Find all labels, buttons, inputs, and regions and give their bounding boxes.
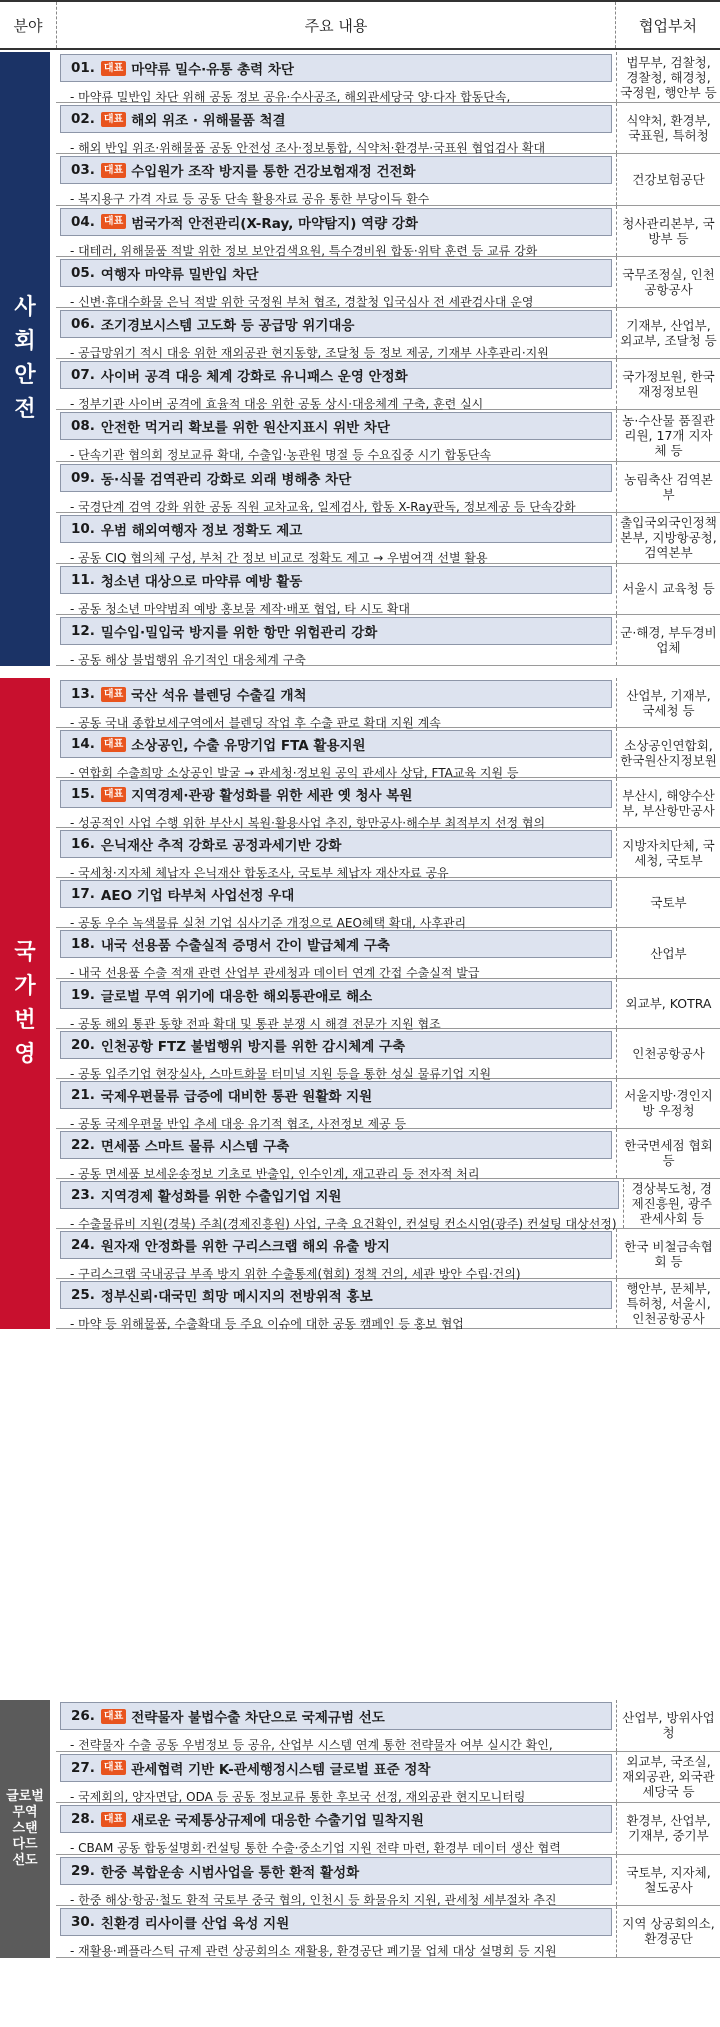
header-field: 분야 (13, 16, 43, 35)
collaborating-agencies: 산업부, 방위사업청 (616, 1700, 720, 1751)
item-detail: - 공동 국내 종합보세구역에서 블렌딩 작업 후 수출 판로 확대 지원 계속 (70, 716, 441, 730)
row-content (56, 615, 616, 668)
table-row (56, 1129, 720, 1179)
item-number: 09. (71, 469, 95, 486)
row-content (56, 1229, 616, 1282)
section-label-part: 스탠 (12, 1820, 38, 1836)
item-title-bar (60, 361, 612, 389)
collaborating-agencies: 산업부 (616, 928, 720, 977)
representative-badge: 대표 (101, 1709, 126, 1724)
section-1 (0, 52, 720, 666)
item-title-bar (60, 730, 612, 758)
table-row (56, 206, 720, 257)
item-title: 청소년 대상으로 마약류 예방 활동 (100, 573, 303, 590)
section-label (0, 678, 50, 1329)
section-label-part: 가 (14, 973, 36, 999)
representative-badge: 대표 (101, 214, 126, 229)
item-number: 15. (71, 786, 95, 803)
item-detail: - 국세청·지자체 체납자 은닉재산 합동조사, 국토부 체납자 재산자료 공유 (70, 866, 449, 881)
item-title-bar (60, 208, 612, 236)
row-content (56, 678, 616, 730)
row-content (56, 928, 616, 981)
item-number: 28. (71, 1811, 95, 1827)
collaborating-agencies: 농림축산 검역본부 (616, 462, 720, 512)
item-title-bar (60, 566, 612, 594)
item-title: 소상공인, 수출 유망기업 FTA 활용지원 (131, 738, 366, 755)
item-detail: - 마약 등 위해물품, 수출확대 등 주요 이슈에 대한 공동 캠페인 등 홍보 협업 (70, 1317, 464, 1332)
representative-badge: 대표 (101, 112, 126, 127)
table-row (56, 778, 720, 831)
item-title-bar (60, 617, 612, 645)
item-title-bar (60, 105, 612, 133)
item-title: 우범 해외여행자 정보 정확도 제고 (100, 522, 303, 539)
collaborating-agencies: 산업부, 기재부, 국세청 등 (616, 678, 720, 727)
collaborating-agencies: 외교부, KOTRA (616, 979, 720, 1028)
item-title: 원자재 안정화를 위한 구리스크랩 해외 유출 방지 (100, 1239, 390, 1256)
representative-badge: 대표 (101, 61, 126, 76)
row-content (56, 410, 616, 463)
representative-badge: 대표 (101, 687, 126, 702)
item-detail: - 국경단계 검역 강화 위한 공동 직원 교차교육, 일제검사, 합동 X-Ray판독, 정보제공 등 단속강화 (70, 499, 576, 514)
table-row (56, 564, 720, 615)
item-number: 17. (71, 886, 95, 903)
item-title-bar (60, 1805, 612, 1833)
collaborating-agencies: 기재부, 산업부, 외교부, 조달청 등 (616, 308, 720, 358)
header-content: 주요 내용 (56, 2, 616, 48)
row-content (56, 878, 616, 931)
item-number: 29. (71, 1862, 95, 1879)
item-title-bar (60, 1231, 612, 1259)
section-label-part: 회 (14, 329, 36, 355)
item-detail: - 신변·휴대수화물 은닉 적발 위한 국정원 부처 협조, 경찰청 입국심사 전 세관검사대 운영 (70, 294, 534, 309)
item-title: 마약류 밀수·유통 총력 차단 (131, 62, 294, 78)
representative-badge: 대표 (101, 1760, 126, 1775)
collaborating-agencies: 농·수산물 품질관리원, 17개 지자체 등 (616, 410, 720, 460)
row-content (56, 52, 616, 102)
collaborating-agencies: 한국 비철금속협회 등 (616, 1229, 720, 1278)
item-title-bar (60, 1031, 612, 1059)
item-detail: - 연합회 수출희망 소상공인 발굴 → 관세청·정보원 공익 관세사 상담, FTA교육 지원 등 (70, 766, 519, 781)
item-detail: - 수출물류비 지원(경북) 주최(경제진흥원) 사업, 구축 요건확인, 컨설팅 컨소시엄(광주) 컨설팅 대상선정) (70, 1216, 617, 1231)
item-number: 03. (71, 162, 95, 179)
collaborating-agencies: 환경부, 산업부, 기재부, 중기부 (616, 1803, 720, 1854)
table-row (56, 257, 720, 308)
item-title: 친환경 리사이클 산업 육성 지원 (100, 1916, 290, 1932)
item-title-bar (60, 930, 612, 958)
table-row (56, 1029, 720, 1079)
table-row (56, 513, 720, 564)
row-content (56, 1803, 616, 1854)
item-title: AEO 기업 타부처 사업선정 우대 (100, 888, 295, 905)
table-row (56, 615, 720, 666)
row-content (56, 257, 616, 307)
row-content (56, 1029, 616, 1081)
row-content (56, 103, 616, 156)
item-detail: - 한중 해상·항공·철도 환적 국토부 중국 협의, 인천시 등 화물유치 지원, 관세청 세부절차 추진 (70, 1892, 557, 1907)
collaborating-agencies: 외교부, 국조실, 재외공관, 외국관세당국 등 (616, 1752, 720, 1803)
item-detail: - 해외 반입 위조·위해물품 공동 안전성 조사·정보통합, 식약처·환경부·국표원 협업검사 확대 (70, 141, 546, 156)
row-content (56, 513, 616, 563)
item-number: 04. (71, 213, 95, 230)
row-content (56, 979, 616, 1031)
collaborating-agencies: 국가정보원, 한국재정정보원 (616, 359, 720, 409)
collaborating-agencies: 군·해경, 부두경비업체 (616, 615, 720, 665)
item-detail: - 공동 면세품 보세운송정보 기초로 반출입, 인수인계, 재고관리 등 전자적 처리 (70, 1166, 480, 1181)
section-label (0, 1700, 50, 1958)
item-title-bar (60, 780, 612, 808)
header-dept: 협업부처 (639, 16, 697, 35)
item-title: 수입원가 조작 방지를 통한 건강보험재정 건전화 (131, 164, 416, 181)
collaborating-agencies: 법무부, 검찰청, 경찰청, 해경청, 국정원, 행안부 등 (616, 52, 720, 102)
collaborating-agencies: 행안부, 문체부, 특허청, 서울시, 인천공항공사 (616, 1279, 720, 1328)
row-content (56, 154, 616, 207)
item-detail: - 재활용·폐플라스틱 규제 관련 상공회의소 재활용, 환경공단 폐기물 업체 대상 설명회 등 지원 (70, 1944, 557, 1958)
collaborating-agencies: 건강보험공단 (616, 154, 720, 204)
table-row (56, 878, 720, 931)
item-title-bar (60, 1281, 612, 1309)
item-number: 10. (71, 520, 95, 537)
item-detail: - 공동 해상 불법행위 유기적인 대응체계 구축 (70, 653, 306, 668)
table-row (56, 979, 720, 1029)
row-content (56, 1906, 616, 1957)
collaborating-agencies: 서울시 교육청 등 (616, 564, 720, 614)
item-title-bar (60, 515, 612, 543)
item-number: 12. (71, 623, 95, 640)
item-title-bar (60, 54, 612, 82)
item-detail: - 성공적인 사업 수행 위한 부산시 복원·활용사업 추진, 항만공사·해수부 최적부지 선정 협의 (70, 816, 546, 831)
row-content (56, 308, 616, 358)
item-number: 22. (71, 1136, 95, 1153)
item-title-bar (60, 1754, 612, 1782)
item-title: 국산 석유 블렌딩 수출길 개척 (131, 688, 307, 704)
collaborating-agencies: 경상북도청, 경제진흥원, 광주관세사회 등 (623, 1179, 720, 1228)
collaborating-agencies: 한국면세점 협회 등 (616, 1129, 720, 1178)
collaborating-agencies: 서울지방·경인지방 우정청 (616, 1079, 720, 1128)
item-title: 사이버 공격 대응 체계 강화로 유니패스 운영 안정화 (100, 369, 408, 386)
item-number: 20. (71, 1036, 95, 1053)
table-row (56, 308, 720, 359)
item-title: 정부신뢰·대국민 희망 메시지의 전방위적 홍보 (100, 1289, 373, 1306)
item-detail: - 전략물자 수출 공동 우범정보 등 공유, 산업부 시스템 연계 통한 전략물자 여부 실시간 확인, (70, 1738, 553, 1752)
item-title-bar (60, 1908, 612, 1936)
row-content (56, 359, 616, 412)
row-content (56, 1700, 616, 1751)
representative-badge: 대표 (101, 1812, 126, 1827)
item-title: 범국가적 안전관리(X-Ray, 마약탐지) 역량 강화 (131, 215, 418, 232)
item-detail: - 단속기관 협의회 정보교류 확대, 수출입·농관원 명절 등 수요집중 시기 합동단속 (70, 448, 492, 463)
table-row (56, 1906, 720, 1958)
item-title-bar (60, 830, 612, 858)
item-detail: - 공동 CIQ 협의체 구성, 부처 간 정보 비교로 정확도 제고 → 우범여객 선별 활용 (70, 550, 488, 565)
item-number: 07. (71, 367, 95, 384)
item-number: 02. (71, 111, 95, 128)
item-title: 새로운 국제통상규제에 대응한 수출기업 밀착지원 (131, 1813, 424, 1829)
collaborating-agencies: 식약처, 환경부, 국표원, 특허청 (616, 103, 720, 153)
item-number: 27. (71, 1759, 95, 1776)
row-content (56, 828, 616, 881)
representative-badge: 대표 (101, 163, 126, 178)
item-title-bar (60, 1131, 612, 1159)
item-detail: - 국제회의, 양자면담, ODA 등 공동 정보교류 통한 후보국 선정, 재외공관 현지모니터링 (70, 1789, 526, 1804)
table-row (56, 1179, 720, 1229)
item-number: 30. (71, 1914, 95, 1930)
table-row (56, 103, 720, 154)
table-row (56, 1855, 720, 1907)
item-detail: - 공동 입주기업 현장실사, 스마트화물 터미널 지원 등을 통한 성실 물류기업 지원 (70, 1066, 492, 1081)
table-row (56, 1752, 720, 1804)
item-title-bar (60, 259, 612, 287)
item-title: 글로벌 무역 위기에 대응한 해외통관애로 해소 (100, 988, 373, 1005)
table-row (56, 1079, 720, 1129)
item-detail: - 공동 국제우편물 반입 추세 대응 유기적 협조, 사전정보 제공 등 (70, 1116, 407, 1131)
row-content (56, 564, 616, 614)
section-label-part: 다드 (12, 1836, 38, 1852)
section-label (0, 52, 50, 666)
item-title-bar (60, 1857, 612, 1885)
item-title: 밀수입·밀입국 방지를 위한 항만 위험관리 강화 (100, 625, 378, 642)
item-number: 19. (71, 986, 95, 1003)
section-label-part: 안 (14, 363, 36, 389)
table-header (0, 0, 720, 50)
item-title-bar (60, 310, 612, 338)
item-number: 06. (71, 315, 95, 332)
collaborating-agencies: 국토부, 지자체, 철도공사 (616, 1855, 720, 1906)
table-row (56, 1279, 720, 1332)
item-title-bar (60, 880, 612, 908)
item-title: 국제우편물류 급증에 대비한 통관 원활화 지원 (100, 1088, 373, 1105)
table-row (56, 154, 720, 205)
section-2 (0, 678, 720, 1332)
item-number: 24. (71, 1237, 95, 1254)
item-title-bar (60, 680, 612, 708)
collaborating-agencies: 부산시, 해양수산부, 부산항만공사 (616, 778, 720, 827)
item-number: 08. (71, 418, 95, 435)
section-label-part: 무역 (12, 1804, 38, 1820)
representative-badge: 대표 (101, 787, 126, 802)
item-title: 지역경제 활성화를 위한 수출입기업 지원 (100, 1188, 342, 1205)
collaborating-agencies: 지역 상공회의소, 환경공단 (616, 1906, 720, 1957)
item-title-bar (60, 412, 612, 440)
item-number: 05. (71, 264, 95, 281)
section-label-part: 영 (14, 1041, 36, 1067)
table-row (56, 1803, 720, 1855)
item-title: 은닉재산 추적 강화로 공정과세기반 강화 (100, 838, 342, 855)
item-detail: - 구리스크랩 국내공급 부족 방지 위한 수출통제(협회) 정책 건의, 세관 방안 수립·건의) (70, 1267, 521, 1282)
row-content (56, 1752, 616, 1803)
item-title: 한중 복합운송 시범사업을 통한 환적 활성화 (100, 1864, 360, 1881)
section-label-part: 사 (14, 295, 36, 321)
representative-badge: 대표 (101, 737, 126, 752)
item-number: 16. (71, 836, 95, 853)
row-content (56, 462, 616, 512)
item-title: 관세협력 기반 K-관세행정시스템 글로벌 표준 정착 (131, 1761, 431, 1778)
item-title: 안전한 먹거리 확보를 위한 원산지표시 위반 차단 (100, 420, 390, 437)
item-number: 11. (71, 571, 95, 588)
collaborating-agencies: 출입국외국인정책본부, 지방항공청, 검역본부 (616, 513, 720, 563)
item-number: 23. (71, 1186, 95, 1203)
item-detail: - 공급망위기 적시 대응 위한 재외공관 현지동향, 조달청 등 정보 제공, 기재부 사후관리·지원 (70, 345, 549, 360)
item-detail: - 마약류 밀반입 차단 위해 공동 정보 공유·수사공조, 해외관세당국 양·다자 합동단속, (70, 90, 511, 104)
table-row (56, 728, 720, 781)
row-content (56, 728, 616, 781)
row-content (56, 1855, 616, 1906)
item-title: 내국 선용품 수출실적 증명서 간이 발급체계 구축 (100, 938, 390, 955)
item-number: 18. (71, 936, 95, 953)
row-content (56, 1129, 616, 1181)
row-content (56, 778, 616, 831)
item-detail: - 공동 청소년 마약범죄 예방 홍보물 제작·배포 협업, 타 시도 확대 (70, 601, 410, 616)
item-title-bar (60, 981, 612, 1009)
item-title-bar (60, 1181, 619, 1209)
section-label-part: 글로벌 (6, 1788, 44, 1804)
item-title: 해외 위조 · 위해물품 척결 (131, 113, 286, 130)
row-content (56, 1279, 616, 1332)
section-label-part: 국 (14, 939, 36, 965)
item-detail: - 공동 우수 녹색물류 실천 기업 심사기준 개정으로 AEO혜택 확대, 사후관리 (70, 916, 467, 931)
item-title: 면세품 스마트 물류 시스템 구축 (100, 1138, 290, 1155)
section-label-part: 번 (14, 1007, 36, 1033)
table-row (56, 462, 720, 513)
table-row (56, 1229, 720, 1282)
table-row (56, 410, 720, 461)
row-content (56, 1179, 623, 1231)
item-title-bar (60, 1081, 612, 1109)
table-row (56, 678, 720, 728)
item-title: 전략물자 불법수출 차단으로 국제규범 선도 (131, 1710, 385, 1726)
table-row (56, 828, 720, 881)
item-title: 인천공항 FTZ 불법행위 방지를 위한 감시체계 구축 (100, 1038, 406, 1055)
section-label-part: 전 (14, 397, 36, 423)
section-3 (0, 1700, 720, 1958)
item-detail: - 공동 해외 통관 동향 전파 확대 및 통관 분쟁 시 해결 전문가 지원 협조 (70, 1016, 441, 1031)
table-row (56, 928, 720, 981)
collaborating-agencies: 지방자치단체, 국세청, 국토부 (616, 828, 720, 877)
item-title: 조기경보시스템 고도화 등 공급망 위기대응 (100, 317, 355, 334)
collaborating-agencies: 청사관리본부, 국방부 등 (616, 206, 720, 256)
row-content (56, 206, 616, 256)
section-label-part: 선도 (12, 1852, 38, 1868)
item-detail: - 내국 선용품 수출 적재 관련 산업부 관세청과 데이터 연계 간접 수출실적 발급 (70, 966, 480, 981)
item-title-bar (60, 1702, 612, 1730)
item-detail: - 대테러, 위해물품 적발 위한 정보 보안검색요원, 특수경비원 합동·위탁 훈련 등 교류 강화 (70, 243, 538, 258)
item-number: 13. (71, 686, 95, 702)
item-title: 여행자 마약류 밀반입 차단 (100, 266, 259, 283)
item-detail: - 정부기관 사이버 공격에 효율적 대응 위한 공동 상시·대응체계 구축, 훈련 실시 (70, 397, 484, 412)
table-row (56, 52, 720, 103)
table-row (56, 359, 720, 410)
item-detail: - CBAM 공동 합동설명회·컨설팅 통한 수출·중소기업 지원 전략 마련, 환경부 데이터 생산 협력 (70, 1841, 561, 1855)
row-content (56, 1079, 616, 1131)
item-number: 14. (71, 736, 95, 753)
item-title-bar (60, 156, 612, 184)
item-title: 지역경제·관광 활성화를 위한 세관 옛 청사 복원 (131, 788, 413, 805)
collaborating-agencies: 인천공항공사 (616, 1029, 720, 1078)
table-row (56, 1700, 720, 1752)
item-number: 26. (71, 1708, 95, 1724)
item-title: 동·식물 검역관리 강화로 외래 병해충 차단 (100, 471, 352, 488)
collaborating-agencies: 소상공인연합회, 한국원산지정보원 (616, 728, 720, 777)
collaborating-agencies: 국무조정실, 인천공항공사 (616, 257, 720, 307)
item-number: 01. (71, 60, 95, 76)
item-detail: - 복지용구 가격 자료 등 공동 단속 활용자료 공유 통한 부당이득 환수 (70, 192, 430, 207)
item-number: 25. (71, 1287, 95, 1304)
item-number: 21. (71, 1086, 95, 1103)
collaborating-agencies: 국토부 (616, 878, 720, 927)
item-title-bar (60, 464, 612, 492)
